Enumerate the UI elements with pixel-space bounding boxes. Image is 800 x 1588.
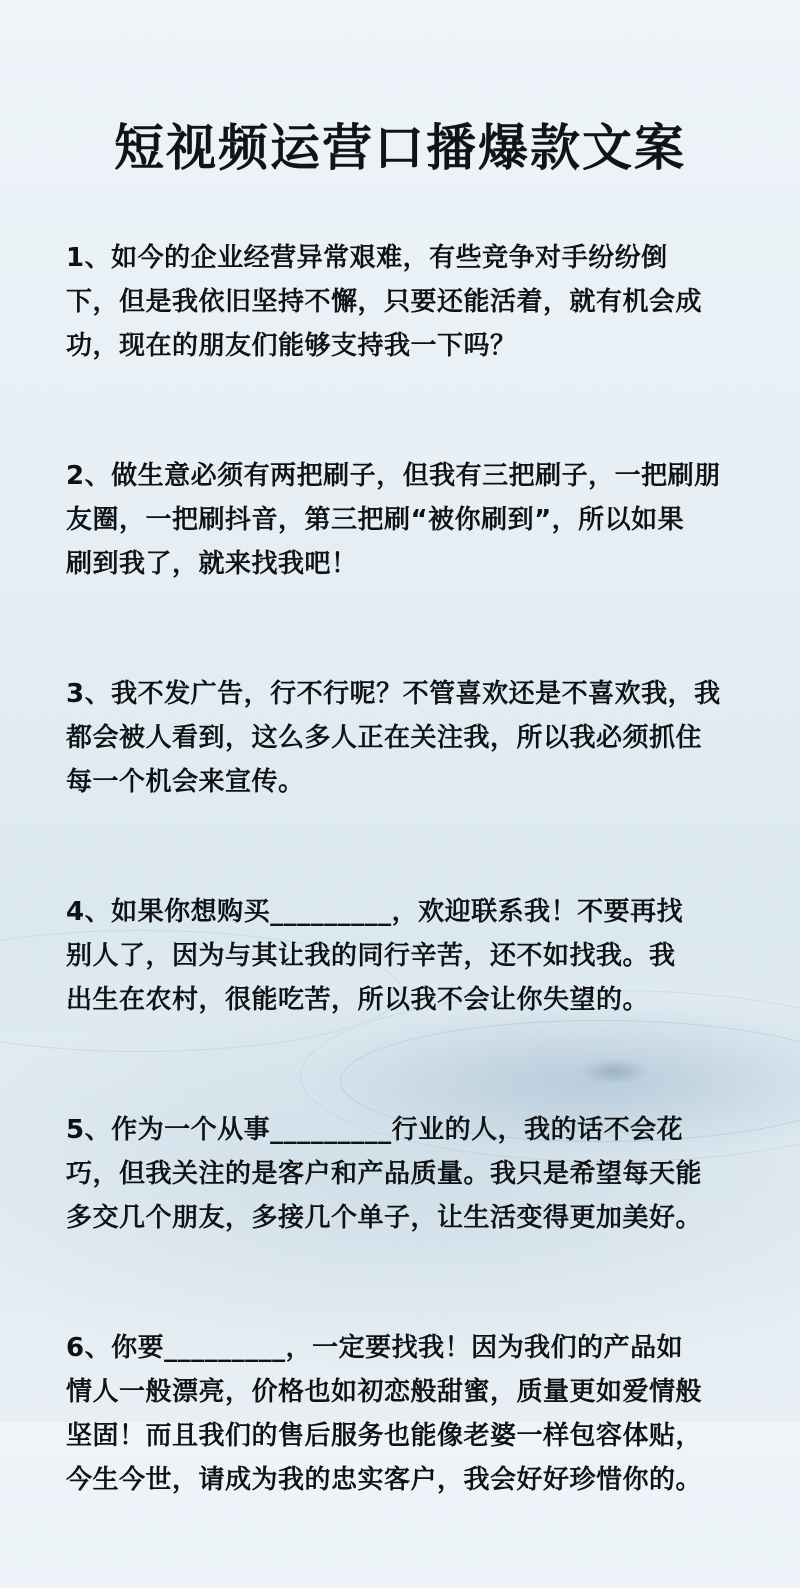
copy-line: 友圈，一把刷抖音，第三把刷“被你刷到”，所以如果 (66, 505, 685, 535)
copy-line: 4、如果你想购买_________，欢迎联系我！不要再找 (66, 897, 684, 927)
copy-item-4 (66, 890, 756, 1022)
copy-line: 别人了，因为与其让我的同行辛苦，还不如找我。我 (66, 941, 676, 971)
copy-item-5 (66, 1108, 756, 1240)
copy-line: 下，但是我依旧坚持不懈，只要还能活着，就有机会成 (66, 287, 703, 317)
copy-list (66, 236, 756, 1588)
copy-line: 2、做生意必须有两把刷子，但我有三把刷子，一把刷朋 (66, 461, 721, 491)
copy-item-1 (66, 236, 756, 368)
copy-line: 6、你要_________，一定要找我！因为我们的产品如 (66, 1333, 684, 1363)
copy-line: 功，现在的朋友们能够支持我一下吗？ (66, 331, 517, 361)
copy-item-2 (66, 454, 756, 586)
copy-item-3 (66, 672, 756, 804)
copy-line: 5、作为一个从事_________行业的人，我的话不会花 (66, 1115, 684, 1145)
copy-line: 多交几个朋友，多接几个单子，让生活变得更加美好。 (66, 1203, 703, 1233)
page-title: 短视频运营口播爆款文案 (114, 119, 686, 177)
copy-line: 出生在农村，很能吃苦，所以我不会让你失望的。 (66, 985, 650, 1015)
copy-line: 每一个机会来宣传。 (66, 767, 305, 797)
copy-line: 1、如今的企业经营异常艰难，有些竞争对手纷纷倒 (66, 243, 668, 273)
copy-line: 情人一般漂亮，价格也如初恋般甜蜜，质量更如爱情般 (66, 1377, 703, 1407)
copy-line: 坚固！而且我们的售后服务也能像老婆一样包容体贴， (66, 1421, 703, 1451)
copy-line: 巧，但我关注的是客户和产品质量。我只是希望每天能 (66, 1159, 703, 1189)
copy-line: 都会被人看到，这么多人正在关注我，所以我必须抓住 (66, 723, 703, 753)
copy-line: 3、我不发广告，行不行呢？不管喜欢还是不喜欢我，我 (66, 679, 721, 709)
copy-line: 今生今世，请成为我的忠实客户，我会好好珍惜你的。 (66, 1465, 703, 1495)
copy-item-6 (66, 1326, 756, 1502)
copy-line: 刷到我了，就来找我吧！ (66, 549, 358, 579)
